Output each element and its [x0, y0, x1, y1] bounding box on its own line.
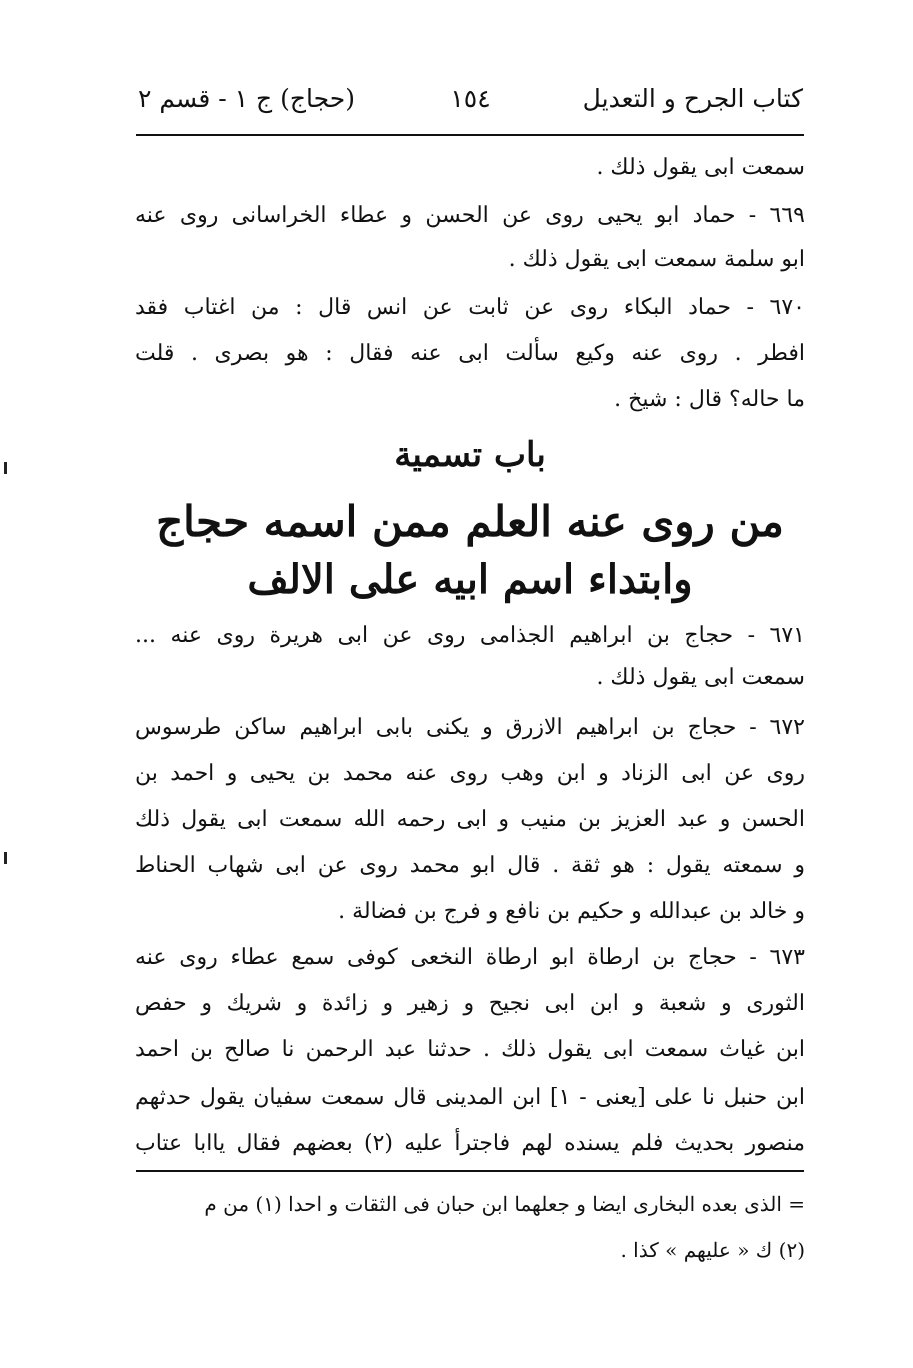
text-line: ما حاله؟ قال : شيخ .	[614, 387, 805, 412]
chapter-heading-line-1: باب تسمية	[394, 435, 546, 475]
chapter-heading-line-3: وابتداء اسم ابيه على الالف	[247, 556, 693, 603]
page-number: ١٥٤	[450, 84, 491, 113]
chapter-heading-line-2: من روى عنه العلم ممن اسمه حجاج	[156, 497, 784, 546]
text-line: الحسن و عبد العزيز بن منيب و ابى رحمه الله سمعت ابى يقول ذلك	[135, 807, 805, 832]
scan-margin-mark	[4, 852, 7, 864]
header-rule	[136, 134, 804, 136]
text-line: روى عن ابى الزناد و ابن وهب روى عنه محمد بن يحيى و احمد بن	[135, 761, 805, 786]
running-header	[138, 84, 803, 124]
text-line: ابن غياث سمعت ابى يقول ذلك . حدثنا عبد الرحمن نا صالح بن احمد	[135, 1037, 805, 1062]
footnote-rule	[136, 1170, 804, 1172]
text-line: ابو سلمة سمعت ابى يقول ذلك .	[508, 247, 805, 272]
text-line: سمعت ابى يقول ذلك .	[596, 665, 805, 690]
book-title: كتاب الجرح و التعديل	[582, 84, 803, 113]
entry-670-line: ٦٧٠ - حماد البكاء روى عن ثابت عن انس قال : من اغتاب فقد	[135, 295, 805, 320]
text-line: الثورى و شعبة و ابن ابى نجيح و زهير و زائدة و شريك و حفص	[135, 991, 805, 1016]
text-line: و خالد بن عبدالله و حكيم بن نافع و فرج بن فضالة .	[338, 899, 805, 924]
text-line: منصور بحديث فلم يسنده لهم فاجترأ عليه (٢) بعضهم فقال ياابا عتاب	[135, 1131, 805, 1156]
entry-671-line: ٦٧١ - حجاج بن ابراهيم الجذامى روى عن ابى هريرة روى عنه ...	[135, 623, 805, 648]
entry-672-line: ٦٧٢ - حجاج بن ابراهيم الازرق و يكنى بابى ابراهيم ساكن طرسوس	[135, 715, 805, 740]
entry-669-line: ٦٦٩ - حماد ابو يحيى روى عن الحسن و عطاء الخراسانى روى عنه	[135, 203, 805, 228]
entry-673-line: ٦٧٣ - حجاج بن ارطاة ابو ارطاة النخعى كوفى سمع عطاء روى عنه	[135, 945, 805, 970]
text-line: سمعت ابى يقول ذلك .	[596, 155, 805, 180]
text-line: و سمعته يقول : هو ثقة . قال ابو محمد روى عن ابى شهاب الحناط	[135, 853, 805, 878]
scan-margin-mark	[4, 462, 7, 474]
footnote-line: = الذى بعده البخارى ايضا و جعلهما ابن حبان فى الثقات و احدا (١) من م	[204, 1192, 805, 1216]
section-label: (حجاج) ج ١ - قسم ٢	[138, 84, 355, 113]
footnote-line: (٢) ك « عليهم » كذا .	[620, 1238, 805, 1262]
text-line: افطر . روى عنه وكيع سألت ابى عنه فقال : هو بصرى . قلت	[135, 341, 805, 366]
text-line: ابن حنبل نا على [يعنى - ١] ابن المدينى قال سمعت سفيان يقول حدثهم	[135, 1085, 805, 1110]
